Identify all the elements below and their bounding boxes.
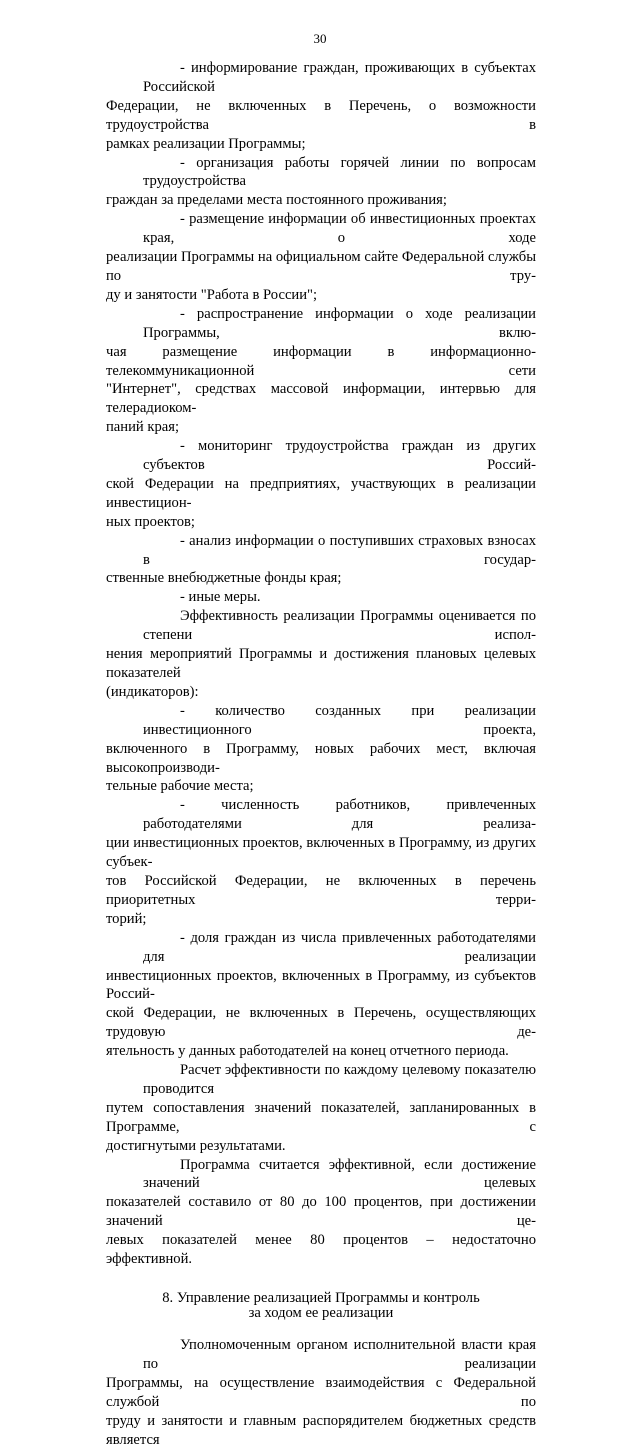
paragraph: [106, 532, 536, 589]
paragraph: [106, 607, 536, 702]
text-line: Федерации, не включенных в Перечень, о возможности трудоустройства в: [106, 97, 536, 133]
text-line: рамках реализации Программы;: [106, 135, 306, 152]
text-line: ской Федерации, не включенных в Перечень, осуществляющих трудовую де-: [106, 1005, 536, 1041]
text-line: ных проектов;: [106, 513, 195, 530]
text-line: ятельность у данных работодателей на конец отчетного периода.: [106, 1043, 509, 1060]
paragraph: [106, 1336, 536, 1449]
text-line: ду и занятости "Работа в России";: [106, 286, 318, 303]
text-line: чая размещение информации в информационно-телекоммуникационной сети: [106, 343, 536, 379]
paragraph: [106, 437, 536, 532]
text-line: труду и занятости и главным распорядителем бюджетных средств является: [106, 1412, 536, 1448]
text-line: инвестиционных проектов, включенных в Программу, из субъектов Россий-: [106, 967, 536, 1003]
text-line: - мониторинг трудоустройства граждан из других субъектов Россий-: [143, 438, 536, 474]
text-line: - иные меры.: [180, 589, 261, 606]
paragraph: [106, 702, 536, 797]
section-heading-line-2: за ходом ее реализации: [248, 1305, 394, 1321]
text-line: ственные внебюджетные фонды края;: [106, 570, 342, 587]
text-line: (индикаторов):: [106, 683, 199, 700]
text-line: нения мероприятий Программы и достижения плановых целевых показателей: [106, 646, 536, 681]
text-line: "Интернет", средствах массовой информации, интервью для телерадиоком-: [106, 381, 536, 417]
paragraph: [106, 154, 536, 211]
paragraph: [106, 1061, 536, 1156]
paragraph: [106, 929, 536, 1061]
text-line: - информирование граждан, проживающих в субъектах Российской: [143, 60, 536, 95]
text-line: Эффективность реализации Программы оценивается по степени испол-: [143, 608, 536, 644]
paragraph: [106, 796, 536, 928]
text-line: - анализ информации о поступивших страховых взносах в государ-: [143, 532, 536, 568]
text-line: путем сопоставления значений показателей, запланированных в Программе, с: [106, 1099, 536, 1135]
paragraph: [106, 1156, 536, 1269]
text-line: левых показателей менее 80 процентов – недостаточно эффективной.: [106, 1232, 536, 1268]
paragraph: [106, 210, 536, 305]
document-body: [106, 59, 536, 1449]
text-line: тельные рабочие места;: [106, 778, 254, 795]
page-number: 30: [313, 31, 327, 46]
text-line: - доля граждан из числа привлеченных работодателями для реализации: [143, 929, 536, 965]
text-line: - размещение информации об инвестиционных проектах края, о ходе: [143, 211, 536, 247]
text-line: Программа считается эффективной, если достижение значений целевых: [143, 1156, 536, 1192]
text-line: ции инвестиционных проектов, включенных в Программу, из других субъек-: [106, 835, 536, 871]
text-line: Уполномоченным органом исполнительной власти края по реализации: [143, 1337, 536, 1372]
text-line: показателей составило от 80 до 100 процентов, при достижении значений це-: [106, 1194, 536, 1230]
paragraph: [106, 588, 536, 607]
paragraph: [106, 305, 536, 437]
text-line: ской Федерации на предприятиях, участвующих в реализации инвестицион-: [106, 475, 536, 511]
text-line: - количество созданных при реализации инвестиционного проекта,: [143, 702, 536, 738]
text-line: паний края;: [106, 419, 179, 436]
text-line: включенного в Программу, новых рабочих мест, включая высокопроизводи-: [106, 740, 536, 776]
text-line: торий;: [106, 910, 147, 927]
paragraph: [106, 59, 536, 154]
final-paragraph-container: [106, 1336, 536, 1449]
section-heading-line-1: 8. Управление реализацией Программы и контроль: [162, 1290, 480, 1306]
text-line: - численность работников, привлеченных работодателями для реализа-: [143, 797, 536, 833]
text-line: граждан за пределами места постоянного проживания;: [106, 192, 447, 209]
paragraph-list: [106, 59, 536, 1269]
text-line: достигнутыми результатами.: [106, 1137, 286, 1154]
text-line: тов Российской Федерации, не включенных в перечень приоритетных терри-: [106, 872, 536, 908]
text-line: реализации Программы на официальном сайте Федеральной службы по тру-: [106, 249, 536, 284]
text-line: - организация работы горячей линии по вопросам трудоустройства: [143, 154, 536, 190]
text-line: Программы, на осуществление взаимодействия с Федеральной службой по: [106, 1374, 536, 1410]
text-line: Расчет эффективности по каждому целевому показателю проводится: [143, 1062, 536, 1097]
text-line: - распространение информации о ходе реализации Программы, вклю-: [143, 305, 536, 341]
